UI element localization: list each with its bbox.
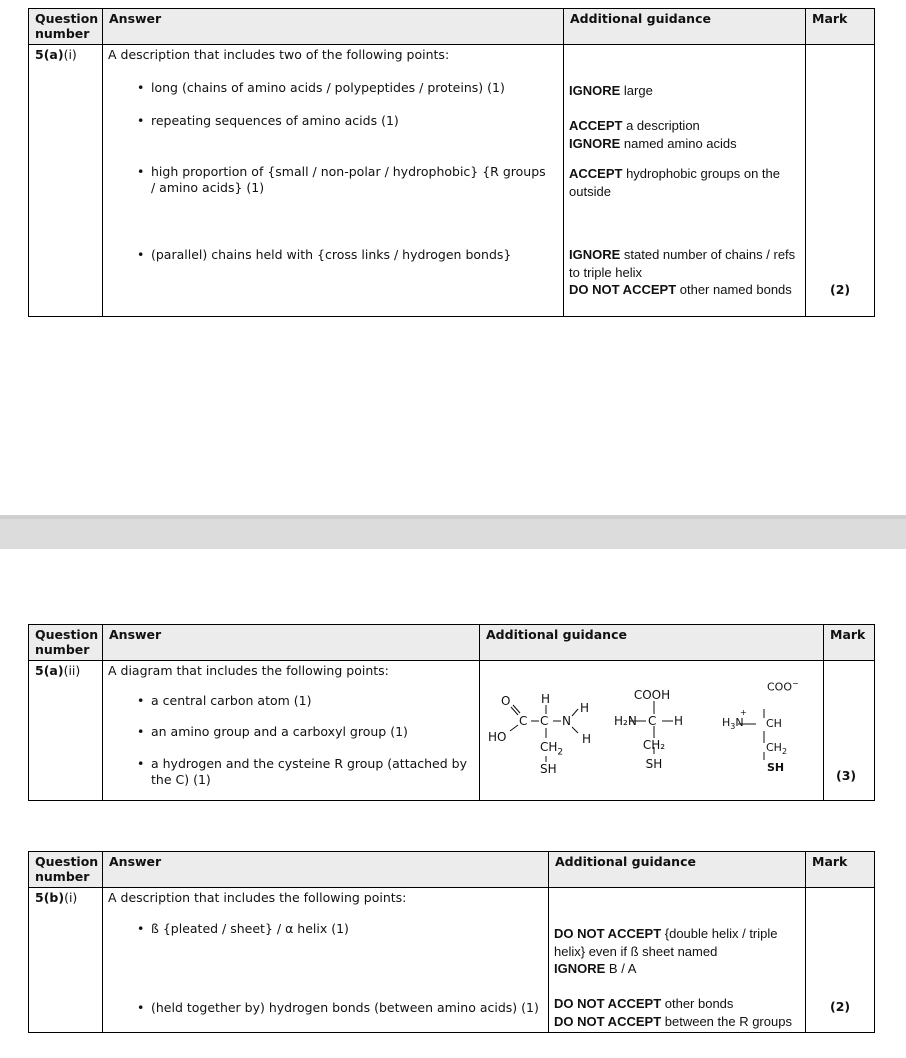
atom-label: $CH_2$ <box>540 740 564 758</box>
guidance-note: DO NOT ACCEPT {double helix / triple helix} even if ß sheet named IGNORE B / A <box>554 926 778 976</box>
page-break-divider <box>0 515 906 549</box>
atom-label: SH <box>767 761 785 774</box>
atom-label: COOH <box>633 688 671 702</box>
header-answer: Answer <box>103 9 564 45</box>
header-mark: Mark <box>824 625 875 661</box>
answer-point: • (held together by) hydrogen bonds (between amino acids) (1) <box>137 1000 551 1016</box>
atom-label: C <box>519 714 528 728</box>
header-question-number: Question number <box>29 9 103 45</box>
mark-value: (2) <box>830 999 851 1014</box>
question-number: 5(a)(ii) <box>29 661 103 801</box>
answer-cell <box>103 45 564 317</box>
answer-point: • (parallel) chains held with {cross links / hydrogen bonds} <box>137 247 551 263</box>
answer-intro: A description that includes the following points: <box>108 890 407 905</box>
guidance-note: ACCEPT hydrophobic groups on the outside <box>569 166 781 199</box>
answer-point: • a hydrogen and the cysteine R group (attached by the C) (1) <box>137 756 469 788</box>
question-number: 5(b)(i) <box>29 888 103 1033</box>
answer-cell <box>103 661 480 801</box>
atom-label: HO <box>488 730 507 744</box>
guidance-cell <box>480 661 824 801</box>
atom-label: $H_3N$ <box>722 716 744 732</box>
mark-cell <box>806 888 875 1033</box>
guidance-note: DO NOT ACCEPT other bonds DO NOT ACCEPT between the R groups <box>554 996 792 1029</box>
header-question-number: Question number <box>29 852 103 888</box>
mark-scheme-table-5ai <box>28 8 875 317</box>
header-mark: Mark <box>806 852 875 888</box>
atom-label: COO− <box>767 679 799 694</box>
answer-point: • repeating sequences of amino acids (1) <box>137 113 551 129</box>
guidance-note: IGNORE stated number of chains / refs to triple helix DO NOT ACCEPT other named bonds <box>569 247 796 297</box>
guidance-note: ACCEPT a description IGNORE named amino acids <box>569 118 737 151</box>
atom-label: C <box>648 714 657 728</box>
header-additional-guidance: Additional guidance <box>549 852 806 888</box>
header-additional-guidance: Additional guidance <box>480 625 824 661</box>
atom-label: H₂N <box>614 714 637 728</box>
atom-label: H <box>580 701 590 715</box>
atom-label: $CH_2$ <box>766 741 788 757</box>
mark-cell <box>824 661 875 801</box>
answer-point: • high proportion of {small / non-polar / hydrophobic} {R groups / amino acids} (1) <box>137 164 551 196</box>
header-question-number: Question number <box>29 625 103 661</box>
guidance-note: IGNORE large <box>569 83 653 98</box>
header-answer: Answer <box>103 625 480 661</box>
atom-label: C <box>540 714 549 728</box>
header-additional-guidance: Additional guidance <box>564 9 806 45</box>
mark-scheme-table-5aii <box>28 624 875 801</box>
header-mark: Mark <box>806 9 875 45</box>
answer-point: • an amino group and a carboxyl group (1) <box>137 724 481 740</box>
mark-scheme-table-5bi <box>28 851 875 1033</box>
answer-point: • a central carbon atom (1) <box>137 693 481 709</box>
answer-intro: A description that includes two of the following points: <box>108 47 450 62</box>
answer-cell <box>103 888 549 1033</box>
question-number: 5(a)(i) <box>29 45 103 317</box>
mark-value: (2) <box>830 282 851 297</box>
atom-label: H <box>674 714 684 728</box>
atom-label: H <box>582 732 592 746</box>
guidance-cell <box>549 888 806 1033</box>
header-answer: Answer <box>103 852 549 888</box>
atom-label: O <box>501 694 511 708</box>
atom-label: H <box>541 692 551 706</box>
atom-label: SH <box>645 757 663 771</box>
charge-label: + <box>740 708 747 717</box>
answer-intro: A diagram that includes the following points: <box>108 663 389 678</box>
mark-cell <box>806 45 875 317</box>
answer-point: • ß {pleated / sheet} / α helix (1) <box>137 921 551 937</box>
mark-value: (3) <box>836 768 857 783</box>
atom-label: CH <box>766 717 782 730</box>
atom-label: CH₂ <box>642 738 666 752</box>
guidance-cell <box>564 45 806 317</box>
atom-label: SH <box>540 762 557 776</box>
answer-point: • long (chains of amino acids / polypeptides / proteins) (1) <box>137 80 551 96</box>
atom-label: N <box>562 714 571 728</box>
